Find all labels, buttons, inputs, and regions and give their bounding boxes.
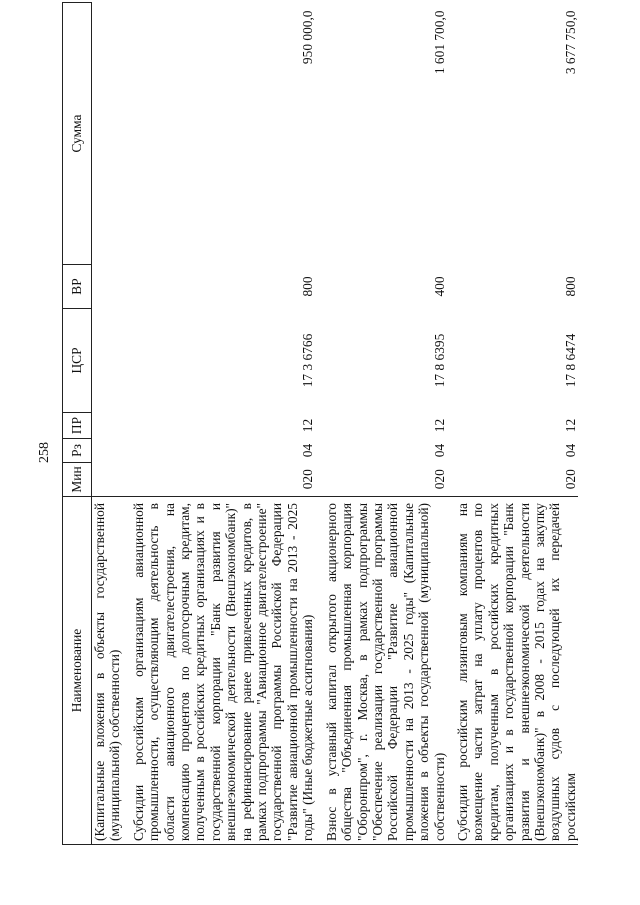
row-name: Субсидии российским организациям авиационной промышленности, осуществляющим деятельность в области авиационного двигателестроения, на компенсацию процентов по долгосрочным кредитам, полученным в российских кредитных организациях и в государственной корпорации "Банк развития и внешнеэкономической деятельности (Внешэкономбанк)" на рефинансирование ранее привлеченных кредитов, в рамках подпрограммы "Авиационное двигателестроение" государственной программы Российской Федерации "Развитие авиационной промышленности на 2013 - 2025 годы" (Иные бюджетные ассигнования) [131, 497, 316, 845]
table-row [92, 3, 123, 845]
row-min [92, 463, 123, 497]
row-rz [92, 439, 123, 463]
header-pr: ПР [63, 413, 92, 439]
row-pr: 12 [431, 418, 447, 433]
row-name: (Капитальные вложения в объекты государственной (муниципальной) собственности) [92, 497, 123, 845]
row-csr [92, 309, 123, 413]
header-vr: ВР [63, 265, 92, 309]
row-rz: 04 [431, 443, 447, 458]
row-min: 020 [562, 469, 578, 490]
budget-table [62, 2, 578, 845]
row-csr: 17 8 6474 [562, 333, 578, 388]
row-vr: 400 [431, 276, 447, 297]
row-pr: 12 [562, 418, 578, 433]
header-sum: Сумма [63, 3, 92, 265]
table-row [324, 3, 447, 845]
row-name: Взнос в уставный капитал открытого акционерного общества "Объединенная промышленная корпорация "Оборонпром", г. Москва, в рамках подпрограммы "Обеспечение реализации государственной программы Российской Федерации "Развитие авиационной промышленности на 2013 - 2025 годы" (Капитальные вложения в объекты государственной (муниципальной) собственности) [324, 497, 447, 845]
row-sum: 1 601 700,0 [431, 10, 447, 75]
row-vr: 800 [562, 276, 578, 297]
table-row [131, 3, 316, 845]
table-header-row [63, 3, 92, 845]
header-min: Мин [63, 463, 92, 497]
row-name: Субсидии российским лизинговым компаниям на возмещение части затрат на уплату процентов по кредитам, полученным в российских кредитных организациях и в государственной корпорации "Банк развития и внешнеэкономической деятельности (Внешэкономбанк)" в 2008 - 2015 годах на закупку воздушных судов с последующей их передачей российским [455, 497, 578, 845]
row-min: 020 [300, 469, 316, 490]
row-sum [92, 3, 123, 265]
row-rz: 04 [562, 443, 578, 458]
row-sum: 3 677 750,0 [562, 10, 578, 75]
row-vr [92, 265, 123, 309]
header-csr: ЦСР [63, 309, 92, 413]
row-rz: 04 [300, 443, 316, 458]
header-rz: Рз [63, 439, 92, 463]
row-pr [92, 413, 123, 439]
page-number: 258 [37, 442, 52, 463]
row-sum: 950 000,0 [300, 10, 316, 65]
table-row [455, 3, 578, 845]
row-csr: 17 8 6395 [431, 333, 447, 388]
header-name: Наименование [63, 497, 92, 845]
row-min: 020 [431, 469, 447, 490]
row-csr: 17 3 6766 [300, 333, 316, 388]
row-pr: 12 [300, 418, 316, 433]
row-vr: 800 [300, 276, 316, 297]
